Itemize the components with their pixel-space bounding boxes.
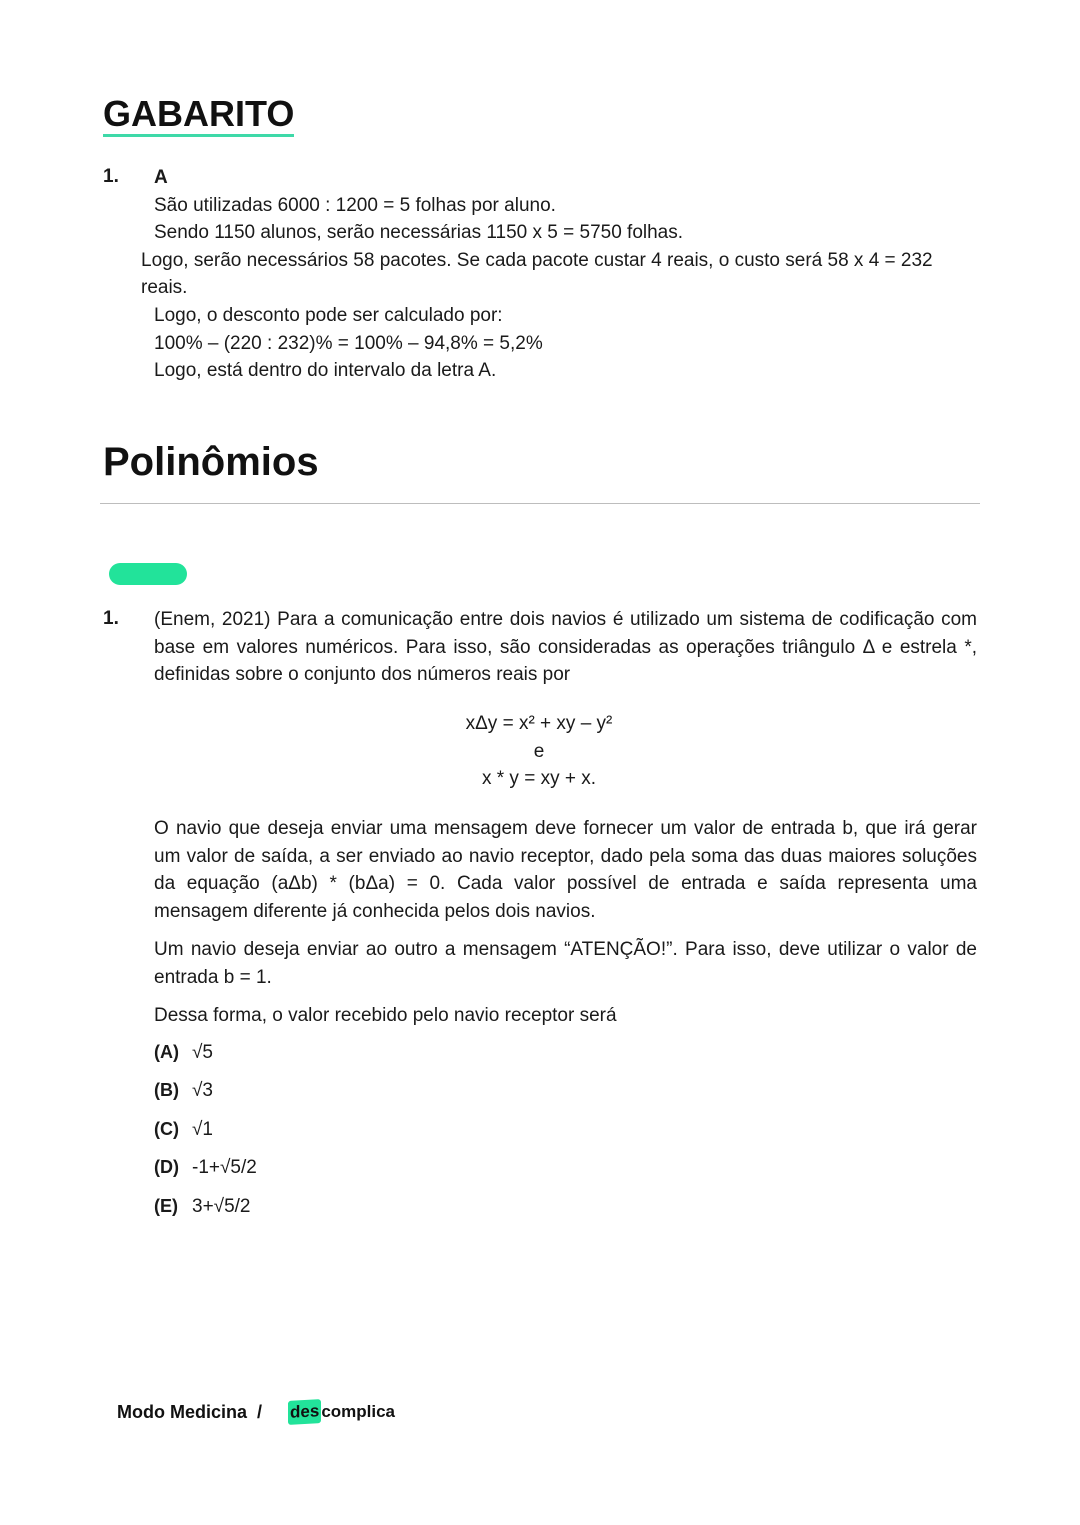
answer-line: Logo, o desconto pode ser calculado por: — [154, 304, 503, 326]
formula-line: x * y = xy + x. — [481, 768, 597, 790]
question-paragraph: O navio que deseja enviar uma mensagem deve fornecer um valor de entrada b, que irá gerar um valor de saída, a ser enviado ao navio receptor, dado pela soma das duas maiores soluções da equação (aΔb) * (bΔa) = 0. Cada valor possível de entrada e saída representa uma mensagem diferente já conhecida pelos dois navios. — [154, 818, 977, 922]
footer-label: Modo Medicina — [117, 1401, 247, 1422]
formula-block — [154, 710, 924, 793]
formula-line: xΔy = x² + xy – y² — [465, 713, 613, 734]
descomplica-logo — [288, 1400, 395, 1424]
option-text: √1 — [192, 1119, 213, 1140]
logo-des: des — [288, 1399, 321, 1425]
divider — [100, 503, 980, 504]
answer-block — [141, 164, 977, 385]
answer-line: São utilizadas 6000 : 1200 = 5 folhas por aluno. — [154, 194, 556, 216]
logo-rest: complica — [321, 1402, 396, 1421]
answer-line: Sendo 1150 alunos, serão necessárias 1150 x 5 = 5750 folhas. — [154, 222, 684, 244]
question-number: 1. — [103, 608, 119, 629]
option-e[interactable] — [154, 1196, 251, 1218]
option-text: √3 — [192, 1080, 213, 1101]
question-paragraph: Dessa forma, o valor recebido pelo navio receptor será — [154, 1005, 617, 1026]
footer — [117, 1400, 395, 1424]
footer-separator: / — [257, 1401, 263, 1422]
option-letter: (C) — [154, 1119, 179, 1139]
answer-number: 1. — [103, 166, 119, 187]
option-c[interactable] — [154, 1119, 213, 1141]
option-letter: (D) — [154, 1157, 179, 1177]
option-letter: (E) — [154, 1196, 178, 1216]
question-paragraph: Um navio deseja enviar ao outro a mensagem “ATENÇÃO!”. Para isso, deve utilizar o valor de entrada b = 1. — [154, 939, 977, 988]
option-text: √5 — [192, 1042, 213, 1063]
section-title: Polinômios — [103, 440, 319, 484]
answer-line: 100% – (220 : 232)% = 100% – 94,8% = 5,2% — [154, 332, 543, 354]
option-text: -1+√5/2 — [192, 1157, 257, 1178]
option-letter: (B) — [154, 1080, 179, 1100]
formula-line: e — [533, 740, 545, 762]
question-intro: (Enem, 2021) Para a comunicação entre dois navios é utilizado um sistema de codificação com base em valores numéricos. Para isso, são consideradas as operações triângulo Δ e estrela *, definidas sobre o conjunto dos números reais por — [154, 609, 977, 686]
gabarito-title: GABARITO — [103, 96, 294, 137]
answer-line: Logo, serão necessários 58 pacotes. Se cada pacote custar 4 reais, o custo será 58 x 4 = 232 reais. — [141, 249, 933, 299]
answer-line: Logo, está dentro do intervalo da letra A. — [154, 360, 497, 382]
option-text: 3+√5/2 — [192, 1196, 251, 1217]
answer-letter: A — [154, 167, 168, 188]
option-a[interactable] — [154, 1042, 213, 1064]
option-d[interactable] — [154, 1157, 257, 1179]
tag-pill — [109, 563, 187, 585]
option-b[interactable] — [154, 1080, 213, 1102]
option-letter: (A) — [154, 1042, 179, 1062]
